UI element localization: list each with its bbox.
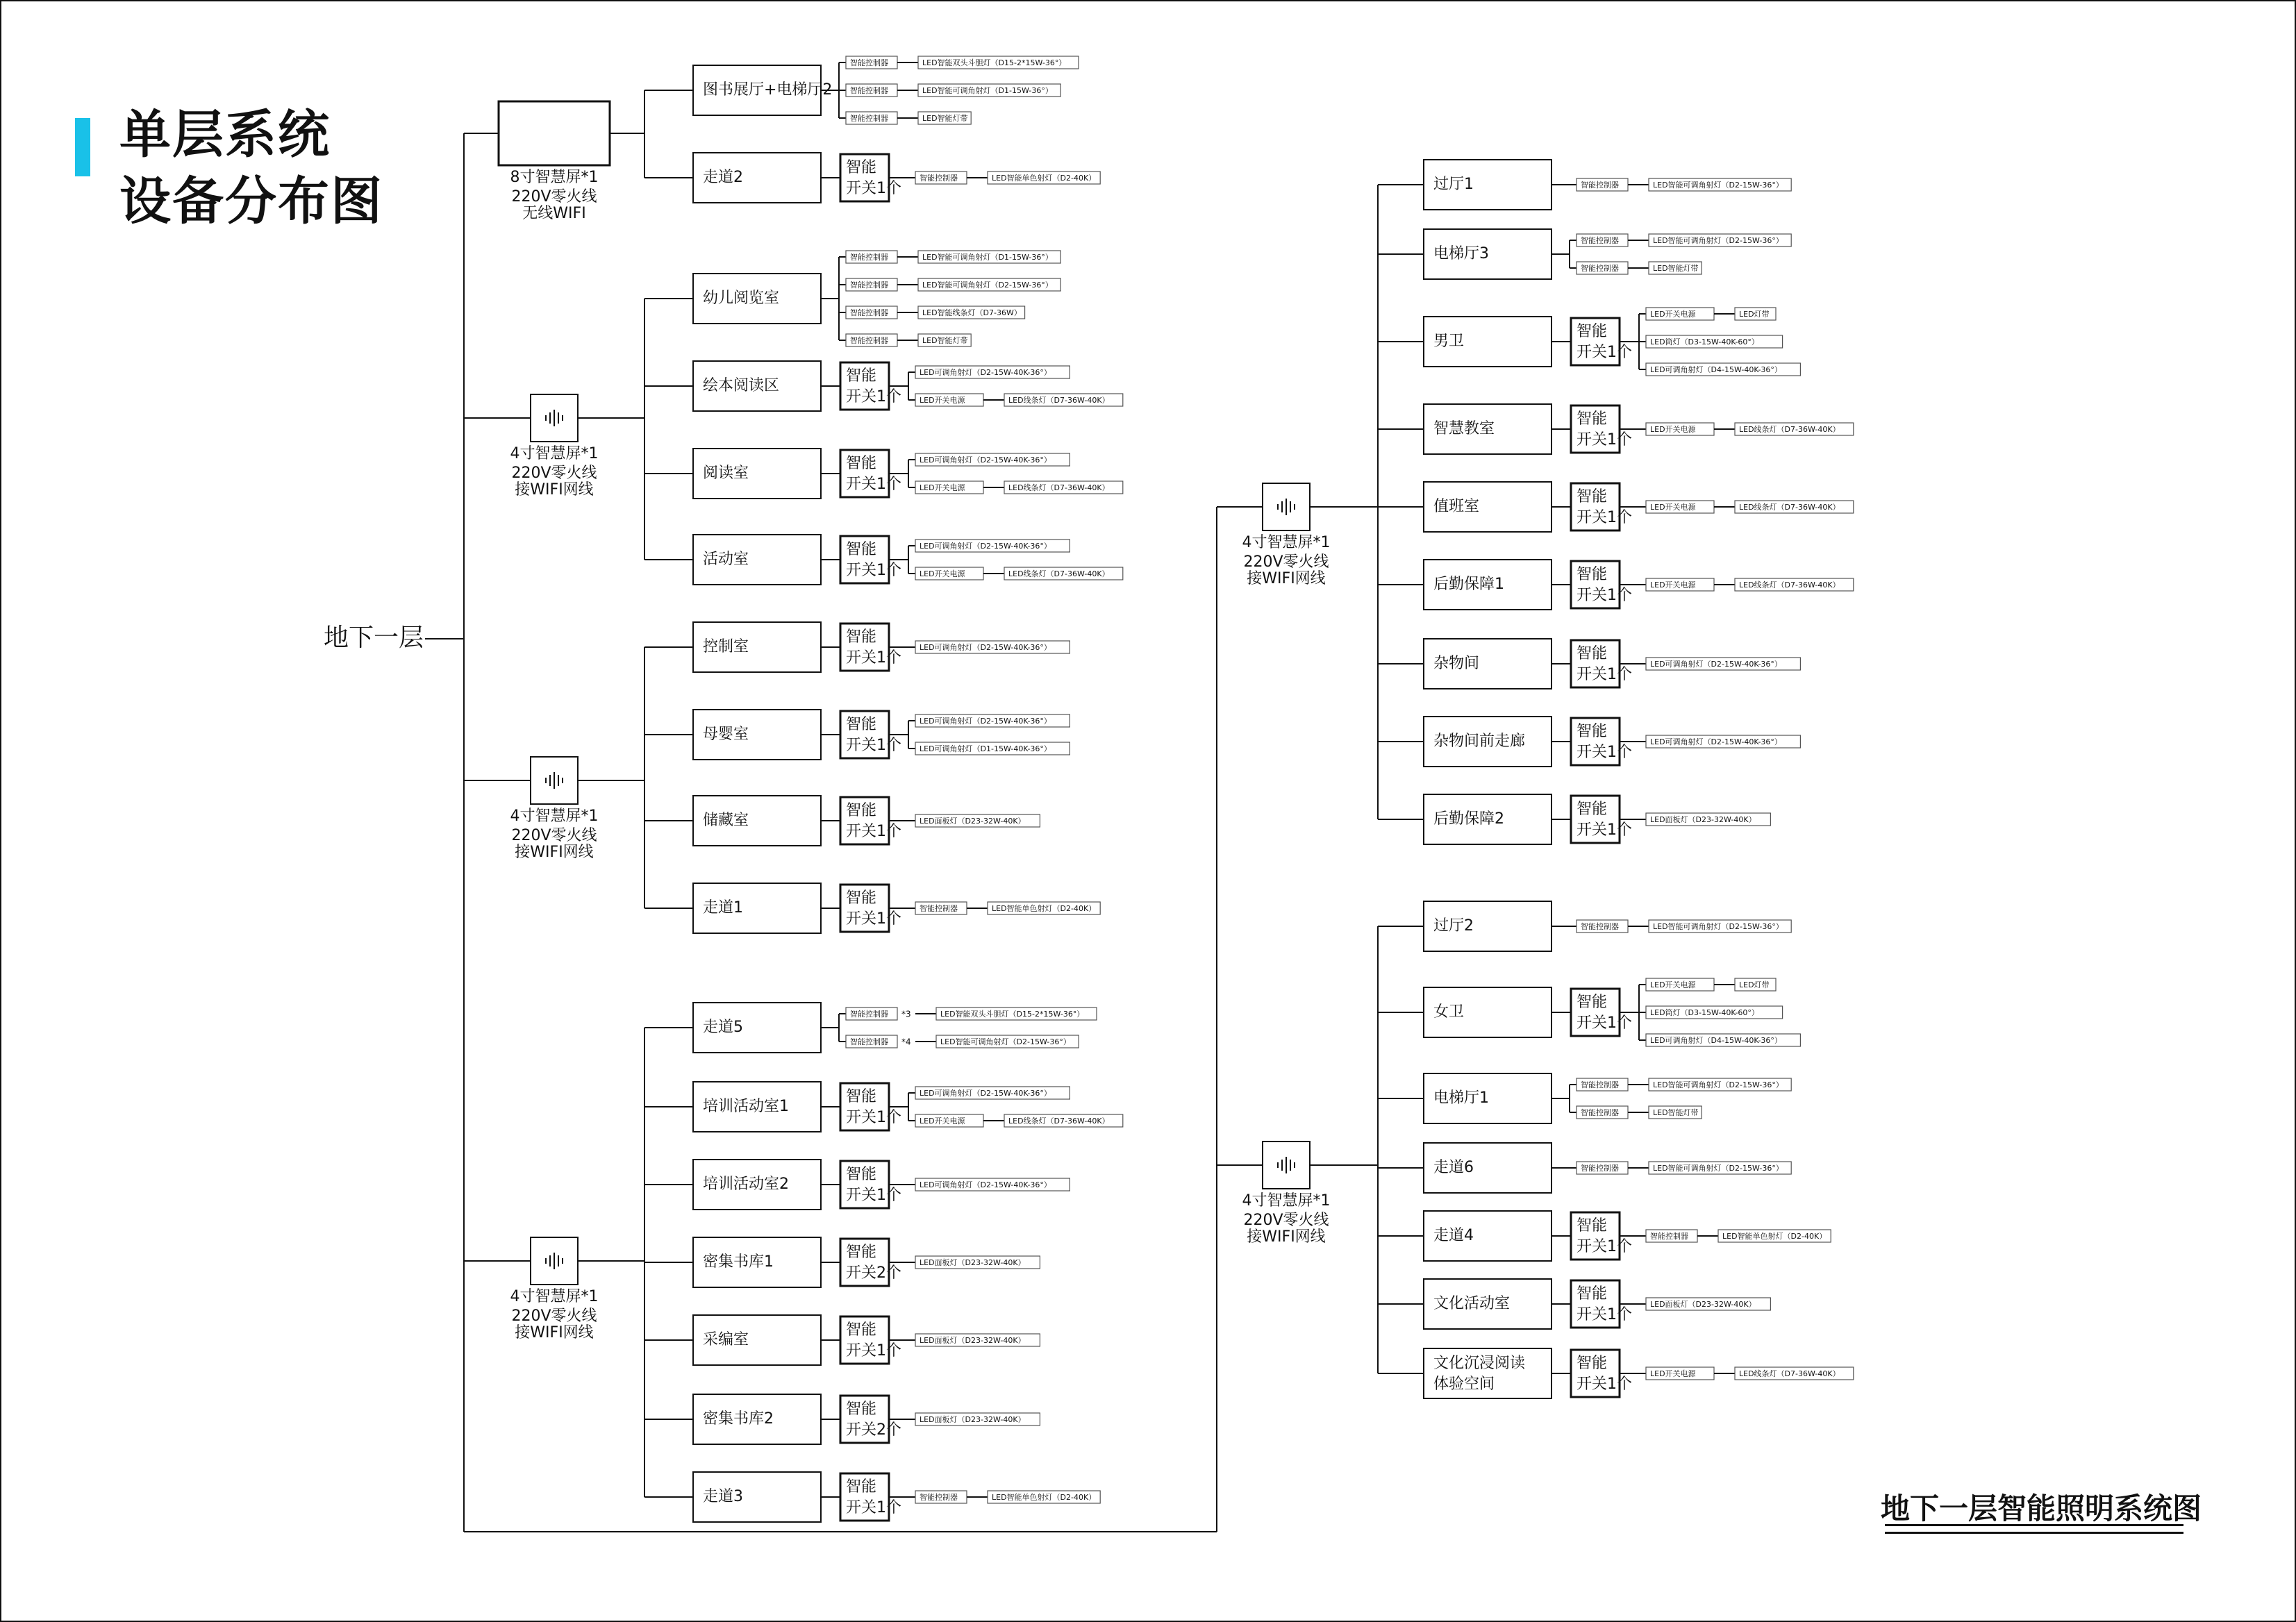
- right-group-1-room-2-device-1-fixture-label: LED智能可调角射灯（D2-15W-36°）: [1653, 236, 1783, 245]
- left-group-1-room-2-switch-label-1: 智能: [846, 159, 877, 176]
- left-group-4-room-7-switch-label-1: 智能: [846, 1478, 877, 1496]
- left-group-4-room-1-device-2-fixture-label: LED智能可调角射灯（D2-15W-36°）: [940, 1037, 1071, 1046]
- left-group-3-room-3-switch-label-1: 智能: [846, 802, 877, 819]
- right-group-1-room-8-switch-label-2: 开关1个: [1577, 744, 1632, 761]
- right-group-2-panel-spec-line-1: 220V零火线: [1243, 1212, 1329, 1229]
- left-group-4-room-1-device-2-quantity: *4: [901, 1037, 911, 1047]
- left-group-2-room-4-switch-label-1: 智能: [846, 541, 877, 558]
- right-group-2-room-7-switch-label-2: 开关1个: [1577, 1376, 1632, 1393]
- left-group-1-room-2-device-1-fixture-label: LED智能单色射灯（D2-40K）: [992, 174, 1097, 183]
- left-group-3-room-4-device-1-fixture-label: LED智能单色射灯（D2-40K）: [992, 904, 1097, 913]
- left-group-2-room-2-switch-label-2: 开关1个: [846, 388, 901, 406]
- left-group-3-room-3-room-name: 储藏室: [703, 812, 749, 829]
- right-group-2-room-6-room-name: 文化活动室: [1433, 1295, 1511, 1312]
- diagram-caption: 地下一层智能照明系统图: [1881, 1491, 2202, 1525]
- right-group-1-room-4-switch-label-1: 智能: [1577, 410, 1608, 428]
- right-group-2-room-2-device-1-controller-label: LED开关电源: [1650, 980, 1696, 989]
- left-group-4-room-3-room-name: 培训活动室2: [703, 1176, 789, 1193]
- right-group-1-room-4-room-name: 智慧教室: [1433, 420, 1495, 437]
- right-group-1-room-7-device-1-fixture-label: LED可调角射灯（D2-15W-40K-36°）: [1650, 660, 1782, 669]
- left-group-2-panel-spec-line-2: 接WIFI网线: [515, 481, 594, 499]
- right-group-1-room-1-device-1-fixture-label: LED智能可调角射灯（D2-15W-36°）: [1653, 181, 1783, 190]
- right-group-2-room-5-device-1-fixture-label: LED智能单色射灯（D2-40K）: [1722, 1232, 1827, 1241]
- caption-underline: [1885, 1524, 2183, 1534]
- left-group-4-room-7-room-name: 走道3: [703, 1488, 743, 1505]
- left-group-4-room-6-switch-label-2: 开关2个: [846, 1421, 901, 1439]
- right-group-1-room-8-switch-label-1: 智能: [1577, 723, 1608, 740]
- right-group-2-room-7-device-1-fixture-label: LED线条灯（D7-36W-40K）: [1739, 1369, 1840, 1378]
- right-group-1-room-4-device-1-fixture-label: LED线条灯（D7-36W-40K）: [1739, 425, 1840, 434]
- right-group-2-room-7-room-name-line-1: 文化沉浸阅读: [1433, 1355, 1526, 1372]
- left-group-3-room-1-switch-label-1: 智能: [846, 628, 877, 646]
- left-group-2-room-4-device-1-fixture-label: LED可调角射灯（D2-15W-40K-36°）: [920, 542, 1051, 551]
- right-group-2-room-1-device-1-controller-label: 智能控制器: [1581, 922, 1619, 931]
- left-group-3-panel-spec-line-1: 220V零火线: [511, 827, 597, 844]
- left-group-4-room-6-switch-label-1: 智能: [846, 1401, 877, 1418]
- left-group-2-room-1-device-1-controller-label: 智能控制器: [850, 253, 888, 262]
- right-group-2-room-6-device-1-fixture-label: LED面板灯（D23-32W-40K）: [1650, 1300, 1756, 1309]
- right-group-1-room-7-room-name: 杂物间: [1433, 655, 1480, 672]
- left-group-4-room-2-device-2-fixture-label: LED线条灯（D7-36W-40K）: [1008, 1117, 1110, 1126]
- right-group-1-room-2-room-name: 电梯厅3: [1433, 245, 1489, 262]
- right-group-2-room-7-switch-label-1: 智能: [1577, 1355, 1608, 1372]
- right-group-1-panel-spec-line-2: 接WIFI网线: [1247, 570, 1326, 587]
- left-group-2-room-2-device-2-fixture-label: LED线条灯（D7-36W-40K）: [1008, 396, 1110, 405]
- left-group-1-panel-8inch-icon: [499, 101, 610, 165]
- left-group-2-room-1-device-2-controller-label: 智能控制器: [850, 281, 888, 290]
- right-group-1-room-3-switch-label-1: 智能: [1577, 323, 1608, 340]
- left-group-4-room-5-switch-label-2: 开关1个: [846, 1342, 901, 1360]
- left-group-3-room-2-device-1-fixture-label: LED可调角射灯（D2-15W-40K-36°）: [920, 717, 1051, 726]
- left-group-3-panel-spec-line-2: 接WIFI网线: [515, 844, 594, 861]
- left-group-4-room-1-device-2-controller-label: 智能控制器: [850, 1037, 888, 1046]
- right-group-1-room-8-room-name: 杂物间前走廊: [1433, 733, 1526, 750]
- right-group-1-room-3-device-1-controller-label: LED开关电源: [1650, 310, 1696, 319]
- left-group-4-room-3-device-1-fixture-label: LED可调角射灯（D2-15W-40K-36°）: [920, 1180, 1051, 1189]
- left-group-4-room-5-switch-label-1: 智能: [846, 1321, 877, 1339]
- left-group-4-room-2-room-name: 培训活动室1: [703, 1098, 789, 1115]
- left-group-2-room-2-room-name: 绘本阅读区: [703, 377, 780, 394]
- left-group-2-room-4-room-name: 活动室: [703, 551, 749, 568]
- left-group-3-room-2-device-2-fixture-label: LED可调角射灯（D1-15W-40K-36°）: [920, 744, 1051, 753]
- left-group-1-room-1-device-3-controller-label: 智能控制器: [850, 114, 888, 123]
- left-group-4-room-7-device-1-fixture-label: LED智能单色射灯（D2-40K）: [992, 1493, 1097, 1502]
- left-group-2-room-1-room-name: 幼儿阅览室: [703, 290, 780, 307]
- left-group-1-room-1-device-2-controller-label: 智能控制器: [850, 86, 888, 95]
- left-group-3-room-3-device-1-fixture-label: LED面板灯（D23-32W-40K）: [920, 817, 1026, 826]
- right-group-2-room-4-device-1-fixture-label: LED智能可调角射灯（D2-15W-36°）: [1653, 1164, 1783, 1173]
- left-group-4-room-6-room-name: 密集书库2: [703, 1410, 774, 1428]
- left-group-2-room-3-room-name: 阅读室: [703, 465, 749, 482]
- left-group-4-room-2-switch-label-1: 智能: [846, 1088, 877, 1105]
- left-group-4-panel-spec-line-1: 220V零火线: [511, 1307, 597, 1325]
- right-group-2-room-2-room-name: 女卫: [1433, 1003, 1465, 1021]
- left-group-1-room-1-device-1-controller-label: 智能控制器: [850, 58, 888, 67]
- right-group-2-room-7-room-name-line-2: 体验空间: [1433, 1376, 1495, 1393]
- left-group-1-room-1-room-name: 图书展厅+电梯厅2: [703, 81, 833, 99]
- left-group-1-room-2-room-name: 走道2: [703, 169, 743, 186]
- right-group-2-room-5-switch-label-2: 开关1个: [1577, 1238, 1632, 1255]
- left-group-2-room-4-device-2-controller-label: LED开关电源: [920, 569, 965, 578]
- right-group-2-room-3-room-name: 电梯厅1: [1433, 1089, 1489, 1107]
- left-group-1-panel-spec-line-1: 220V零火线: [511, 188, 597, 206]
- left-group-3-room-1-device-1-fixture-label: LED可调角射灯（D2-15W-40K-36°）: [920, 643, 1051, 652]
- right-group-2-room-6-switch-label-1: 智能: [1577, 1285, 1608, 1303]
- right-group-1-panel-spec-line-1: 220V零火线: [1243, 553, 1329, 571]
- right-group-1-room-9-switch-label-1: 智能: [1577, 801, 1608, 818]
- left-group-3-room-4-room-name: 走道1: [703, 899, 743, 917]
- left-group-1-panel-name: 8寸智慧屏*1: [510, 169, 599, 186]
- left-group-3-room-2-switch-label-2: 开关1个: [846, 737, 901, 754]
- left-group-4-room-1-device-1-fixture-label: LED智能双头斗胆灯（D15-2*15W-36°）: [940, 1010, 1085, 1019]
- left-group-3-room-2-switch-label-1: 智能: [846, 716, 877, 733]
- left-group-3-panel-name: 4寸智慧屏*1: [510, 808, 599, 825]
- right-group-1-room-1-room-name: 过厅1: [1433, 176, 1474, 193]
- left-group-2-room-1-device-1-fixture-label: LED智能可调角射灯（D1-15W-36°）: [922, 253, 1053, 262]
- left-group-4-panel-name: 4寸智慧屏*1: [510, 1288, 599, 1305]
- right-group-1-room-7-switch-label-2: 开关1个: [1577, 666, 1632, 683]
- left-group-2-room-4-device-2-fixture-label: LED线条灯（D7-36W-40K）: [1008, 569, 1110, 578]
- left-group-2-room-2-switch-label-1: 智能: [846, 367, 877, 385]
- left-group-1-room-2-switch-label-2: 开关1个: [846, 180, 901, 197]
- right-group-2-room-2-device-2-fixture-label: LED筒灯（D3-15W-40K-60°）: [1650, 1008, 1759, 1017]
- left-group-4-room-2-device-1-fixture-label: LED可调角射灯（D2-15W-40K-36°）: [920, 1089, 1051, 1098]
- left-group-2-panel-name: 4寸智慧屏*1: [510, 445, 599, 462]
- right-group-2-room-5-switch-label-1: 智能: [1577, 1217, 1608, 1235]
- left-group-4-room-6-device-1-fixture-label: LED面板灯（D23-32W-40K）: [920, 1415, 1026, 1424]
- left-group-2-panel-spec-line-1: 220V零火线: [511, 465, 597, 482]
- right-group-2-room-5-room-name: 走道4: [1433, 1227, 1474, 1244]
- left-group-2-room-2-device-2-controller-label: LED开关电源: [920, 396, 965, 405]
- right-group-1-room-6-device-1-controller-label: LED开关电源: [1650, 580, 1696, 590]
- left-group-4-room-7-device-1-controller-label: 智能控制器: [920, 1493, 958, 1502]
- left-group-4-room-1-device-1-controller-label: 智能控制器: [850, 1010, 888, 1019]
- right-group-2-room-5-device-1-controller-label: 智能控制器: [1650, 1232, 1688, 1241]
- right-group-1-room-6-device-1-fixture-label: LED线条灯（D7-36W-40K）: [1739, 580, 1840, 590]
- left-group-2-room-3-device-1-fixture-label: LED可调角射灯（D2-15W-40K-36°）: [920, 455, 1051, 465]
- root-label: 地下一层: [324, 624, 424, 652]
- left-group-2-room-1-device-3-fixture-label: LED智能线条灯（D7-36W）: [922, 308, 1022, 317]
- left-group-4-room-4-device-1-fixture-label: LED面板灯（D23-32W-40K）: [920, 1258, 1026, 1267]
- right-group-2-room-4-device-1-controller-label: 智能控制器: [1581, 1164, 1619, 1173]
- page-frame: [1, 1, 2295, 1621]
- right-group-1-room-2-device-2-controller-label: 智能控制器: [1581, 264, 1619, 273]
- left-group-3-room-1-room-name: 控制室: [703, 638, 749, 655]
- right-group-2-room-3-device-1-fixture-label: LED智能可调角射灯（D2-15W-36°）: [1653, 1080, 1783, 1089]
- right-group-2-room-2-switch-label-2: 开关1个: [1577, 1014, 1632, 1032]
- right-group-2-room-4-room-name: 走道6: [1433, 1159, 1474, 1176]
- left-group-1-room-1-device-2-fixture-label: LED智能可调角射灯（D1-15W-36°）: [922, 86, 1053, 95]
- title-line-2: 设备分布图: [119, 172, 383, 231]
- left-group-4-room-2-switch-label-2: 开关1个: [846, 1109, 901, 1126]
- title-line-1: 单层系统: [119, 105, 331, 165]
- right-group-1-room-8-device-1-fixture-label: LED可调角射灯（D2-15W-40K-36°）: [1650, 737, 1782, 746]
- left-group-3-room-4-switch-label-1: 智能: [846, 889, 877, 907]
- left-group-4-room-1-device-1-quantity: *3: [901, 1009, 911, 1019]
- right-group-1-room-5-room-name: 值班室: [1433, 498, 1480, 515]
- left-group-4-room-5-device-1-fixture-label: LED面板灯（D23-32W-40K）: [920, 1336, 1026, 1345]
- right-group-1-room-5-device-1-fixture-label: LED线条灯（D7-36W-40K）: [1739, 503, 1840, 512]
- right-group-1-room-3-device-3-fixture-label: LED可调角射灯（D4-15W-40K-36°）: [1650, 365, 1782, 374]
- right-group-2-room-7-device-1-controller-label: LED开关电源: [1650, 1369, 1696, 1378]
- left-group-3-room-4-device-1-controller-label: 智能控制器: [920, 904, 958, 913]
- left-group-3-room-2-room-name: 母婴室: [703, 726, 749, 743]
- right-group-1-room-4-device-1-controller-label: LED开关电源: [1650, 425, 1696, 434]
- right-group-2-room-2-device-3-fixture-label: LED可调角射灯（D4-15W-40K-36°）: [1650, 1036, 1782, 1045]
- right-group-2-room-1-device-1-fixture-label: LED智能可调角射灯（D2-15W-36°）: [1653, 922, 1783, 931]
- right-group-1-room-9-device-1-fixture-label: LED面板灯（D23-32W-40K）: [1650, 815, 1756, 824]
- right-group-1-panel-name: 4寸智慧屏*1: [1242, 534, 1331, 551]
- left-group-2-room-1-device-4-controller-label: 智能控制器: [850, 336, 888, 345]
- left-group-4-room-3-switch-label-2: 开关1个: [846, 1187, 901, 1204]
- right-group-2-room-3-device-1-controller-label: 智能控制器: [1581, 1080, 1619, 1089]
- right-group-1-room-3-room-name: 男卫: [1433, 333, 1465, 350]
- left-group-1-room-2-device-1-controller-label: 智能控制器: [920, 174, 958, 183]
- left-group-3-room-1-switch-label-2: 开关1个: [846, 649, 901, 667]
- right-group-2-room-3-device-2-controller-label: 智能控制器: [1581, 1108, 1619, 1117]
- left-group-1-panel-spec-line-2: 无线WIFI: [522, 205, 586, 222]
- right-group-1-room-6-switch-label-2: 开关1个: [1577, 587, 1632, 604]
- left-group-2-room-3-switch-label-2: 开关1个: [846, 476, 901, 493]
- left-group-2-room-3-device-2-controller-label: LED开关电源: [920, 483, 965, 492]
- left-group-1-room-1-device-3-fixture-label: LED智能灯带: [922, 114, 968, 123]
- left-group-2-room-1-device-4-fixture-label: LED智能灯带: [922, 336, 968, 345]
- right-group-1-room-2-device-1-controller-label: 智能控制器: [1581, 236, 1619, 245]
- left-group-4-room-3-switch-label-1: 智能: [846, 1166, 877, 1183]
- right-group-1-room-9-switch-label-2: 开关1个: [1577, 821, 1632, 839]
- left-group-4-room-5-room-name: 采编室: [703, 1331, 749, 1348]
- right-group-2-room-1-room-name: 过厅2: [1433, 917, 1474, 935]
- left-group-4-room-7-switch-label-2: 开关1个: [846, 1499, 901, 1516]
- left-group-1-room-1-device-1-fixture-label: LED智能双头斗胆灯（D15-2*15W-36°）: [922, 58, 1067, 67]
- right-group-2-panel-spec-line-2: 接WIFI网线: [1247, 1228, 1326, 1246]
- right-group-1-room-1-device-1-controller-label: 智能控制器: [1581, 181, 1619, 190]
- right-group-1-room-6-room-name: 后勤保障1: [1433, 576, 1504, 593]
- right-group-2-room-3-device-2-fixture-label: LED智能灯带: [1653, 1108, 1699, 1117]
- left-group-2-room-3-device-2-fixture-label: LED线条灯（D7-36W-40K）: [1008, 483, 1110, 492]
- left-group-3-room-4-switch-label-2: 开关1个: [846, 910, 901, 928]
- right-group-1-room-5-switch-label-1: 智能: [1577, 488, 1608, 505]
- right-group-2-room-2-switch-label-1: 智能: [1577, 994, 1608, 1011]
- left-group-2-room-1-device-3-controller-label: 智能控制器: [850, 308, 888, 317]
- left-group-2-room-1-device-2-fixture-label: LED智能可调角射灯（D2-15W-36°）: [922, 281, 1053, 290]
- left-group-2-room-2-device-1-fixture-label: LED可调角射灯（D2-15W-40K-36°）: [920, 368, 1051, 377]
- right-group-2-panel-name: 4寸智慧屏*1: [1242, 1192, 1331, 1210]
- right-group-1-room-2-device-2-fixture-label: LED智能灯带: [1653, 264, 1699, 273]
- right-group-1-room-3-switch-label-2: 开关1个: [1577, 344, 1632, 361]
- right-group-1-room-5-device-1-controller-label: LED开关电源: [1650, 503, 1696, 512]
- right-group-1-room-3-device-1-fixture-label: LED灯带: [1739, 310, 1770, 319]
- left-group-4-room-4-room-name: 密集书库1: [703, 1253, 774, 1271]
- right-group-1-room-6-switch-label-1: 智能: [1577, 566, 1608, 583]
- left-group-2-room-3-switch-label-1: 智能: [846, 455, 877, 472]
- left-group-4-panel-spec-line-2: 接WIFI网线: [515, 1324, 594, 1341]
- right-group-1-room-9-room-name: 后勤保障2: [1433, 810, 1504, 828]
- left-group-3-room-3-switch-label-2: 开关1个: [846, 823, 901, 840]
- left-group-4-room-4-switch-label-2: 开关2个: [846, 1264, 901, 1282]
- left-group-4-room-4-switch-label-1: 智能: [846, 1244, 877, 1261]
- right-group-1-room-5-switch-label-2: 开关1个: [1577, 509, 1632, 526]
- left-group-4-room-1-room-name: 走道5: [703, 1019, 743, 1036]
- right-group-1-room-7-switch-label-1: 智能: [1577, 645, 1608, 662]
- right-group-2-room-2-device-1-fixture-label: LED灯带: [1739, 980, 1770, 989]
- right-group-1-room-4-switch-label-2: 开关1个: [1577, 431, 1632, 449]
- right-group-2-room-6-switch-label-2: 开关1个: [1577, 1306, 1632, 1323]
- left-group-2-room-4-switch-label-2: 开关1个: [846, 562, 901, 579]
- right-group-1-room-3-device-2-fixture-label: LED筒灯（D3-15W-40K-60°）: [1650, 337, 1759, 346]
- left-group-4-room-2-device-2-controller-label: LED开关电源: [920, 1117, 965, 1126]
